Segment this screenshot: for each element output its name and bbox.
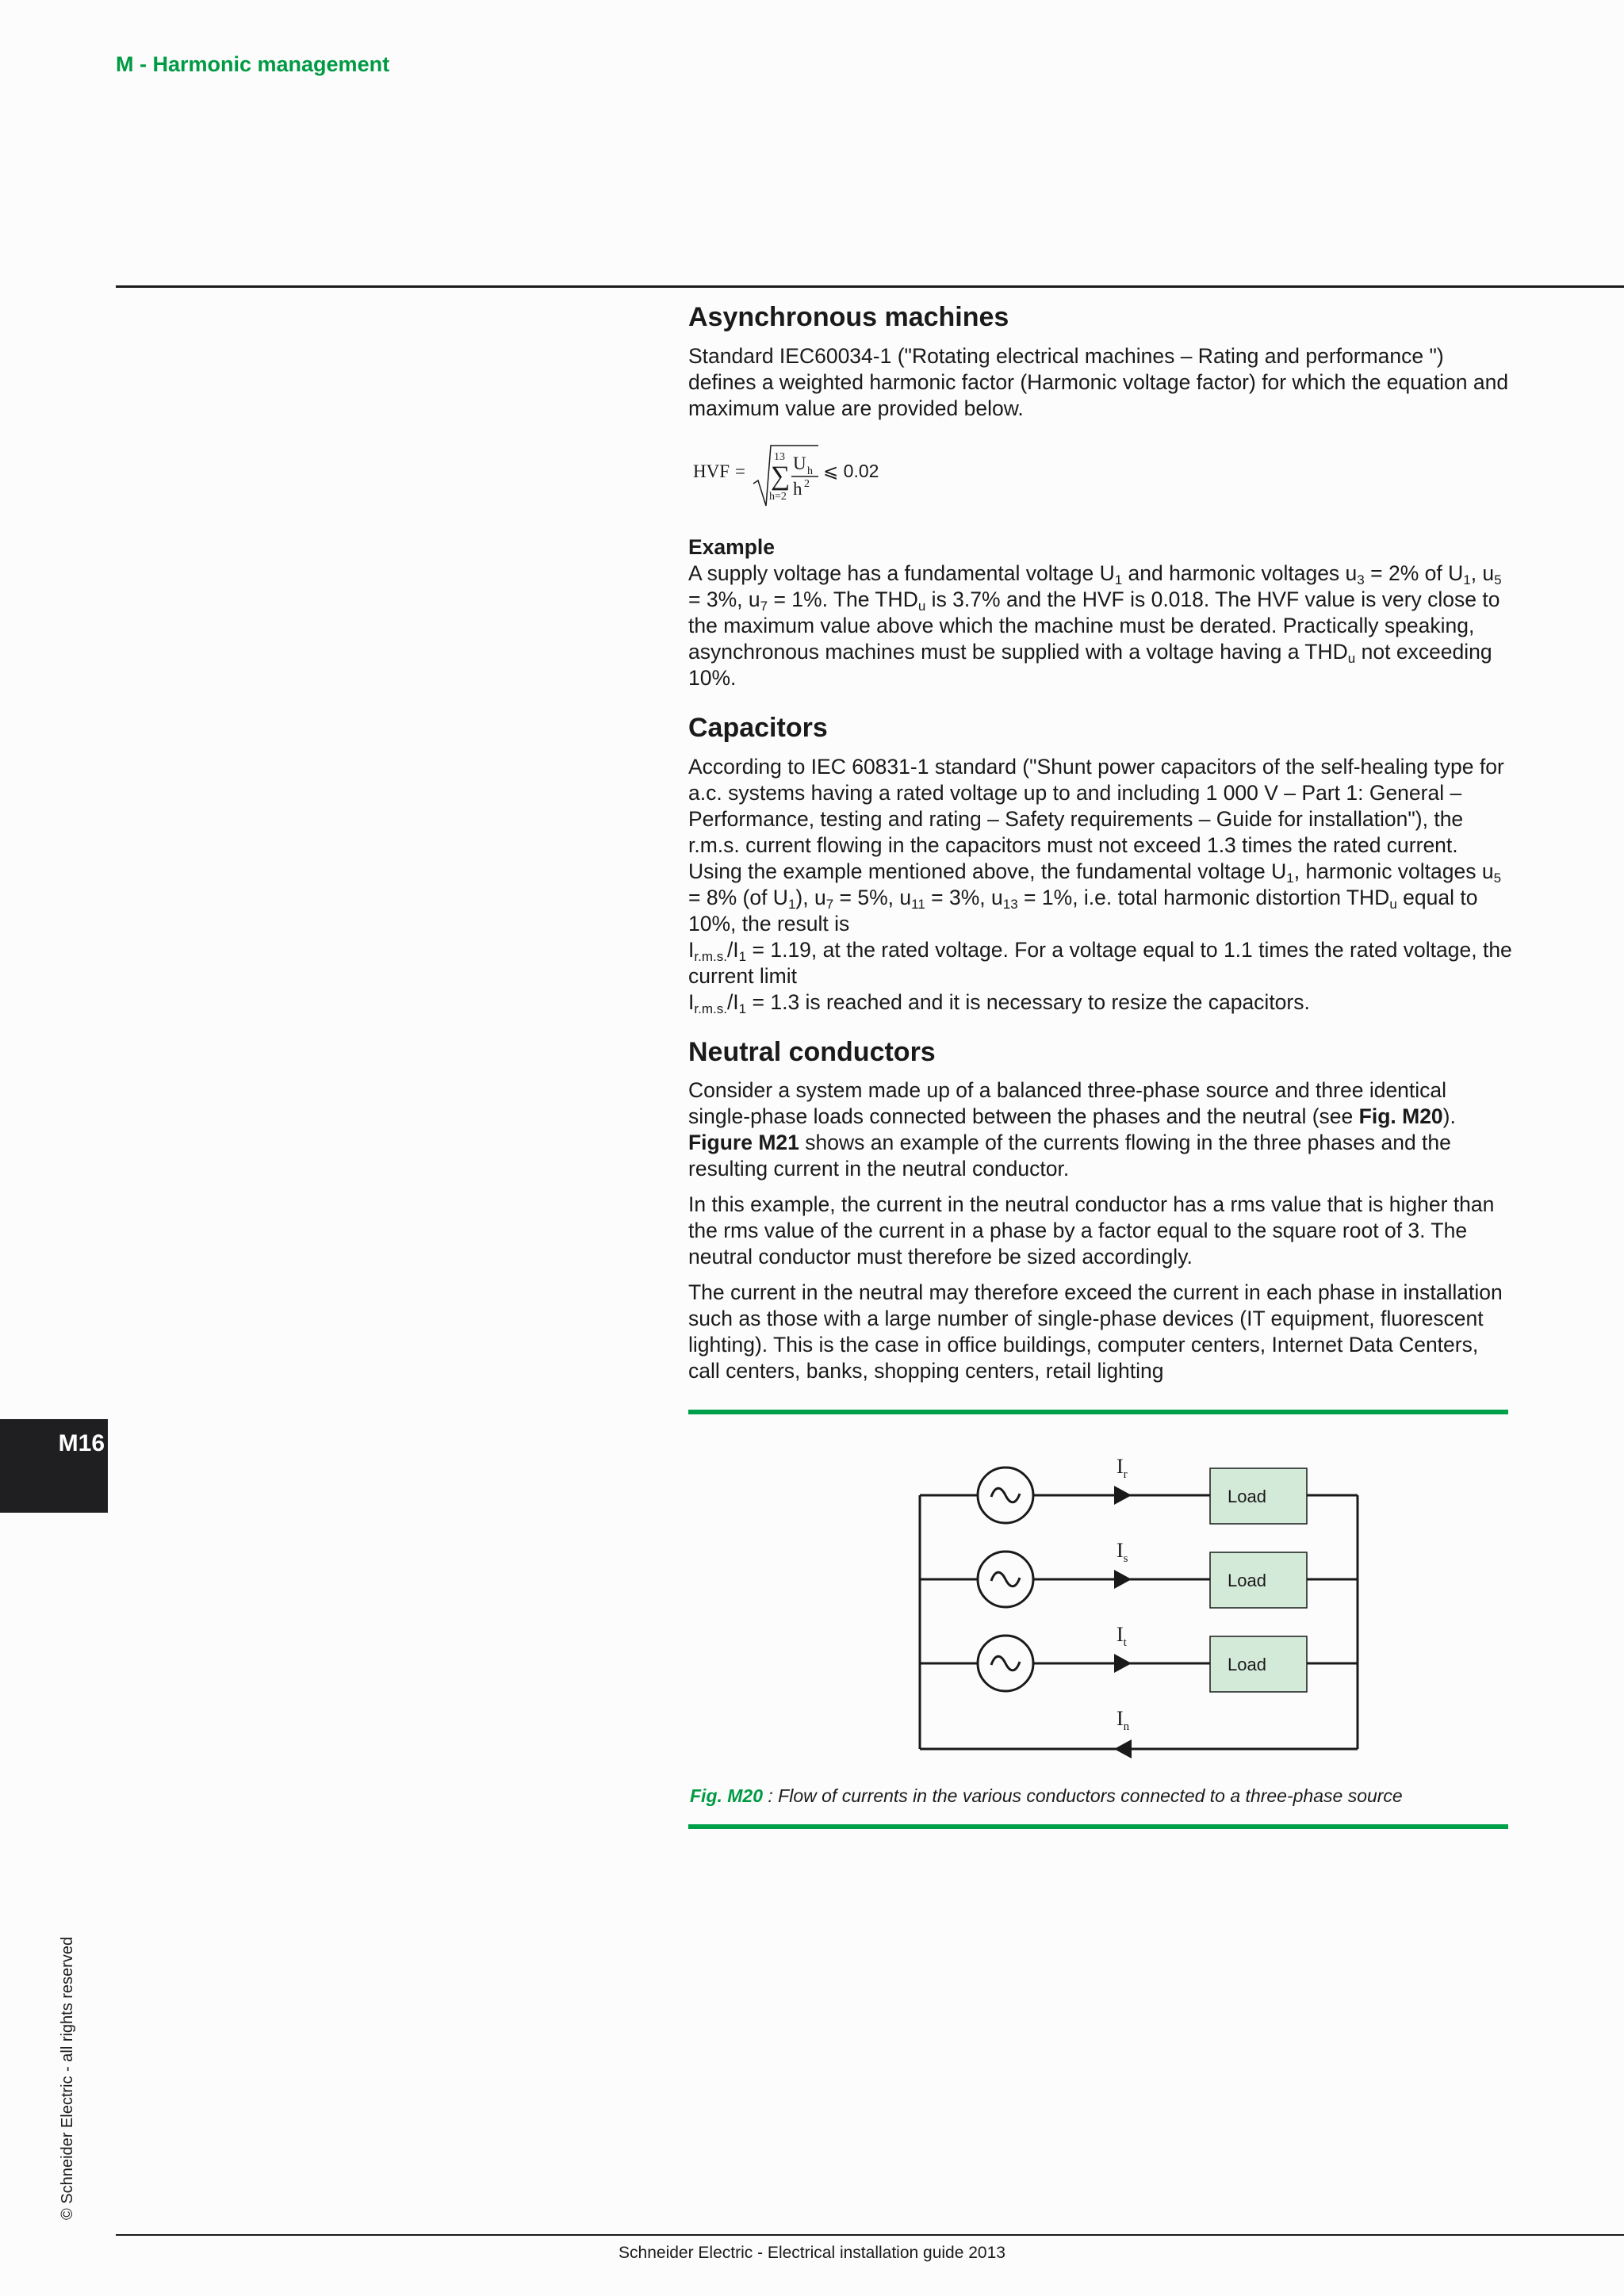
- neutral-paragraph-2: In this example, the current in the neutral conductor has a rms value that is higher than the rms value of the current in a phase by a factor equal to the square root of 3. The neutral conductor must therefore be sized accordingly.: [688, 1192, 1495, 1269]
- figure-caption-text: : Flow of currents in the various conductors connected to a three-phase source: [763, 1785, 1403, 1806]
- page-footer: Schneider Electric - Electrical installation guide 2013: [619, 2244, 1005, 2262]
- three-phase-circuit-diagram: [688, 1414, 1508, 1763]
- figure-bottom-rule: [688, 1824, 1508, 1829]
- section-title-neutral-conductors: Neutral conductors: [688, 1036, 936, 1067]
- fraction-numerator-sub: h: [807, 465, 813, 477]
- arrow-s-icon: [1114, 1570, 1132, 1589]
- formula-rhs: ⩽ 0.02: [823, 460, 879, 481]
- figure-caption-label: Fig. M20: [690, 1785, 764, 1806]
- svg-text:In: [1116, 1707, 1130, 1733]
- svg-text:Ir: [1116, 1455, 1128, 1481]
- example-paragraph: A supply voltage has a fundamental voltage $U_1$ and harmonic voltages $u_3 = 2\%$ of $U_1$, $u_5 = 3\%$, $u_7 = 1\%$. The $THD_u$ is 3.7% and the HVF is 0.018. The HVF value is very close to the maximum value above which the machine must be derated. Practically speaking, asynchronous machines must be supplied with a voltage having a $THD_u$ not exceeding 10%.: [688, 561, 1502, 690]
- arrow-r-icon: [1114, 1486, 1132, 1505]
- chapter-title: M - Harmonic management: [116, 52, 390, 76]
- current-label-r: I: [1116, 1455, 1124, 1478]
- current-label-s-sub: s: [1123, 1552, 1128, 1565]
- current-label-s: I: [1116, 1539, 1124, 1562]
- hvf-formula: [691, 441, 1513, 512]
- svg-text:It: [1116, 1623, 1128, 1649]
- footer-rule: [116, 2234, 1624, 2236]
- current-label-t: I: [1116, 1623, 1124, 1646]
- fraction-denominator: h: [793, 478, 802, 499]
- figure-m20: [688, 1410, 1508, 1829]
- formula-equals: =: [735, 461, 745, 481]
- fraction-numerator: U: [793, 453, 806, 473]
- load-label-s: Load: [1228, 1571, 1266, 1590]
- sum-lower-limit: h=2: [769, 490, 787, 503]
- fraction-denominator-exp: 2: [804, 477, 810, 490]
- sum-upper-limit: 13: [774, 450, 785, 463]
- current-label-t-sub: t: [1123, 1636, 1127, 1649]
- arrow-t-icon: [1114, 1654, 1132, 1673]
- example-heading: Example: [688, 534, 776, 559]
- section-title-asynchronous-machines: Asynchronous machines: [688, 302, 1009, 332]
- header-rule: [116, 285, 1624, 288]
- page-number-tab: [0, 1419, 108, 1513]
- copyright-notice: © Schneider Electric - all rights reserved: [59, 1936, 76, 2220]
- current-label-r-sub: r: [1123, 1468, 1128, 1481]
- arrow-n-icon: [1114, 1739, 1132, 1758]
- svg-text:Is: [1116, 1539, 1128, 1565]
- load-label-r: Load: [1228, 1487, 1266, 1506]
- neutral-paragraph-3: The current in the neutral may therefore exceed the current in each phase in installation such as those with a large number of single-phase devices (IT equipment, fluorescent lighting). This is the case in office buildings, computer centers, Internet Data Centers, call centers, banks, shopping centers, retail lighting: [688, 1280, 1503, 1383]
- sum-symbol: ∑: [771, 461, 791, 491]
- section-title-capacitors: Capacitors: [688, 712, 828, 743]
- formula-lhs: HVF: [693, 461, 730, 481]
- figure-caption: [690, 1785, 1508, 1807]
- capacitors-paragraph: According to IEC 60831-1 standard ("Shunt power capacitors of the self-healing type for a.c. systems having a rated voltage up to and including 1 000 V – Part 1: General – Performance, testing and rating – Safety requirements – Guide for installation"), the r.m.s. current flowing in the capacitors must not exceed 1.3 times the rated current. Using the example mentioned above, the fundamental voltage $U_1$, harmonic voltages $u_5 = 8\%$ (of $U_1$), $u_7 = 5\%$, $u_{11} = 3\%$, $u_{13} = 1\%$, i.e. total harmonic distortion $THD_u$ equal to 10%, the result is $I_{r.m.s.}/I_1 = 1.19$, at the rated voltage. For a voltage equal to 1.1 times the rated voltage, the current limit $I_{r.m.s.}/I_1 = 1.3$ is reached and it is necessary to resize the capacitors.: [688, 754, 1512, 1016]
- current-label-n: I: [1116, 1707, 1124, 1730]
- neutral-paragraph-1: Consider a system made up of a balanced three-phase source and three identical single-phase loads connected between the phases and the neutral (see Fig. M20). Figure M21 shows an example of the currents flowing in the three phases and the resulting current in the neutral conductor.: [688, 1078, 1456, 1181]
- async-intro-paragraph: Standard IEC60034-1 ("Rotating electrical machines – Rating and performance ") defines a weighted harmonic factor (Harmonic voltage factor) for which the equation and maximum value are provided below.: [688, 343, 1509, 420]
- current-label-n-sub: n: [1123, 1720, 1130, 1733]
- main-content: [688, 301, 1513, 1384]
- page-number: M16: [58, 1430, 105, 1456]
- load-label-t: Load: [1228, 1655, 1266, 1674]
